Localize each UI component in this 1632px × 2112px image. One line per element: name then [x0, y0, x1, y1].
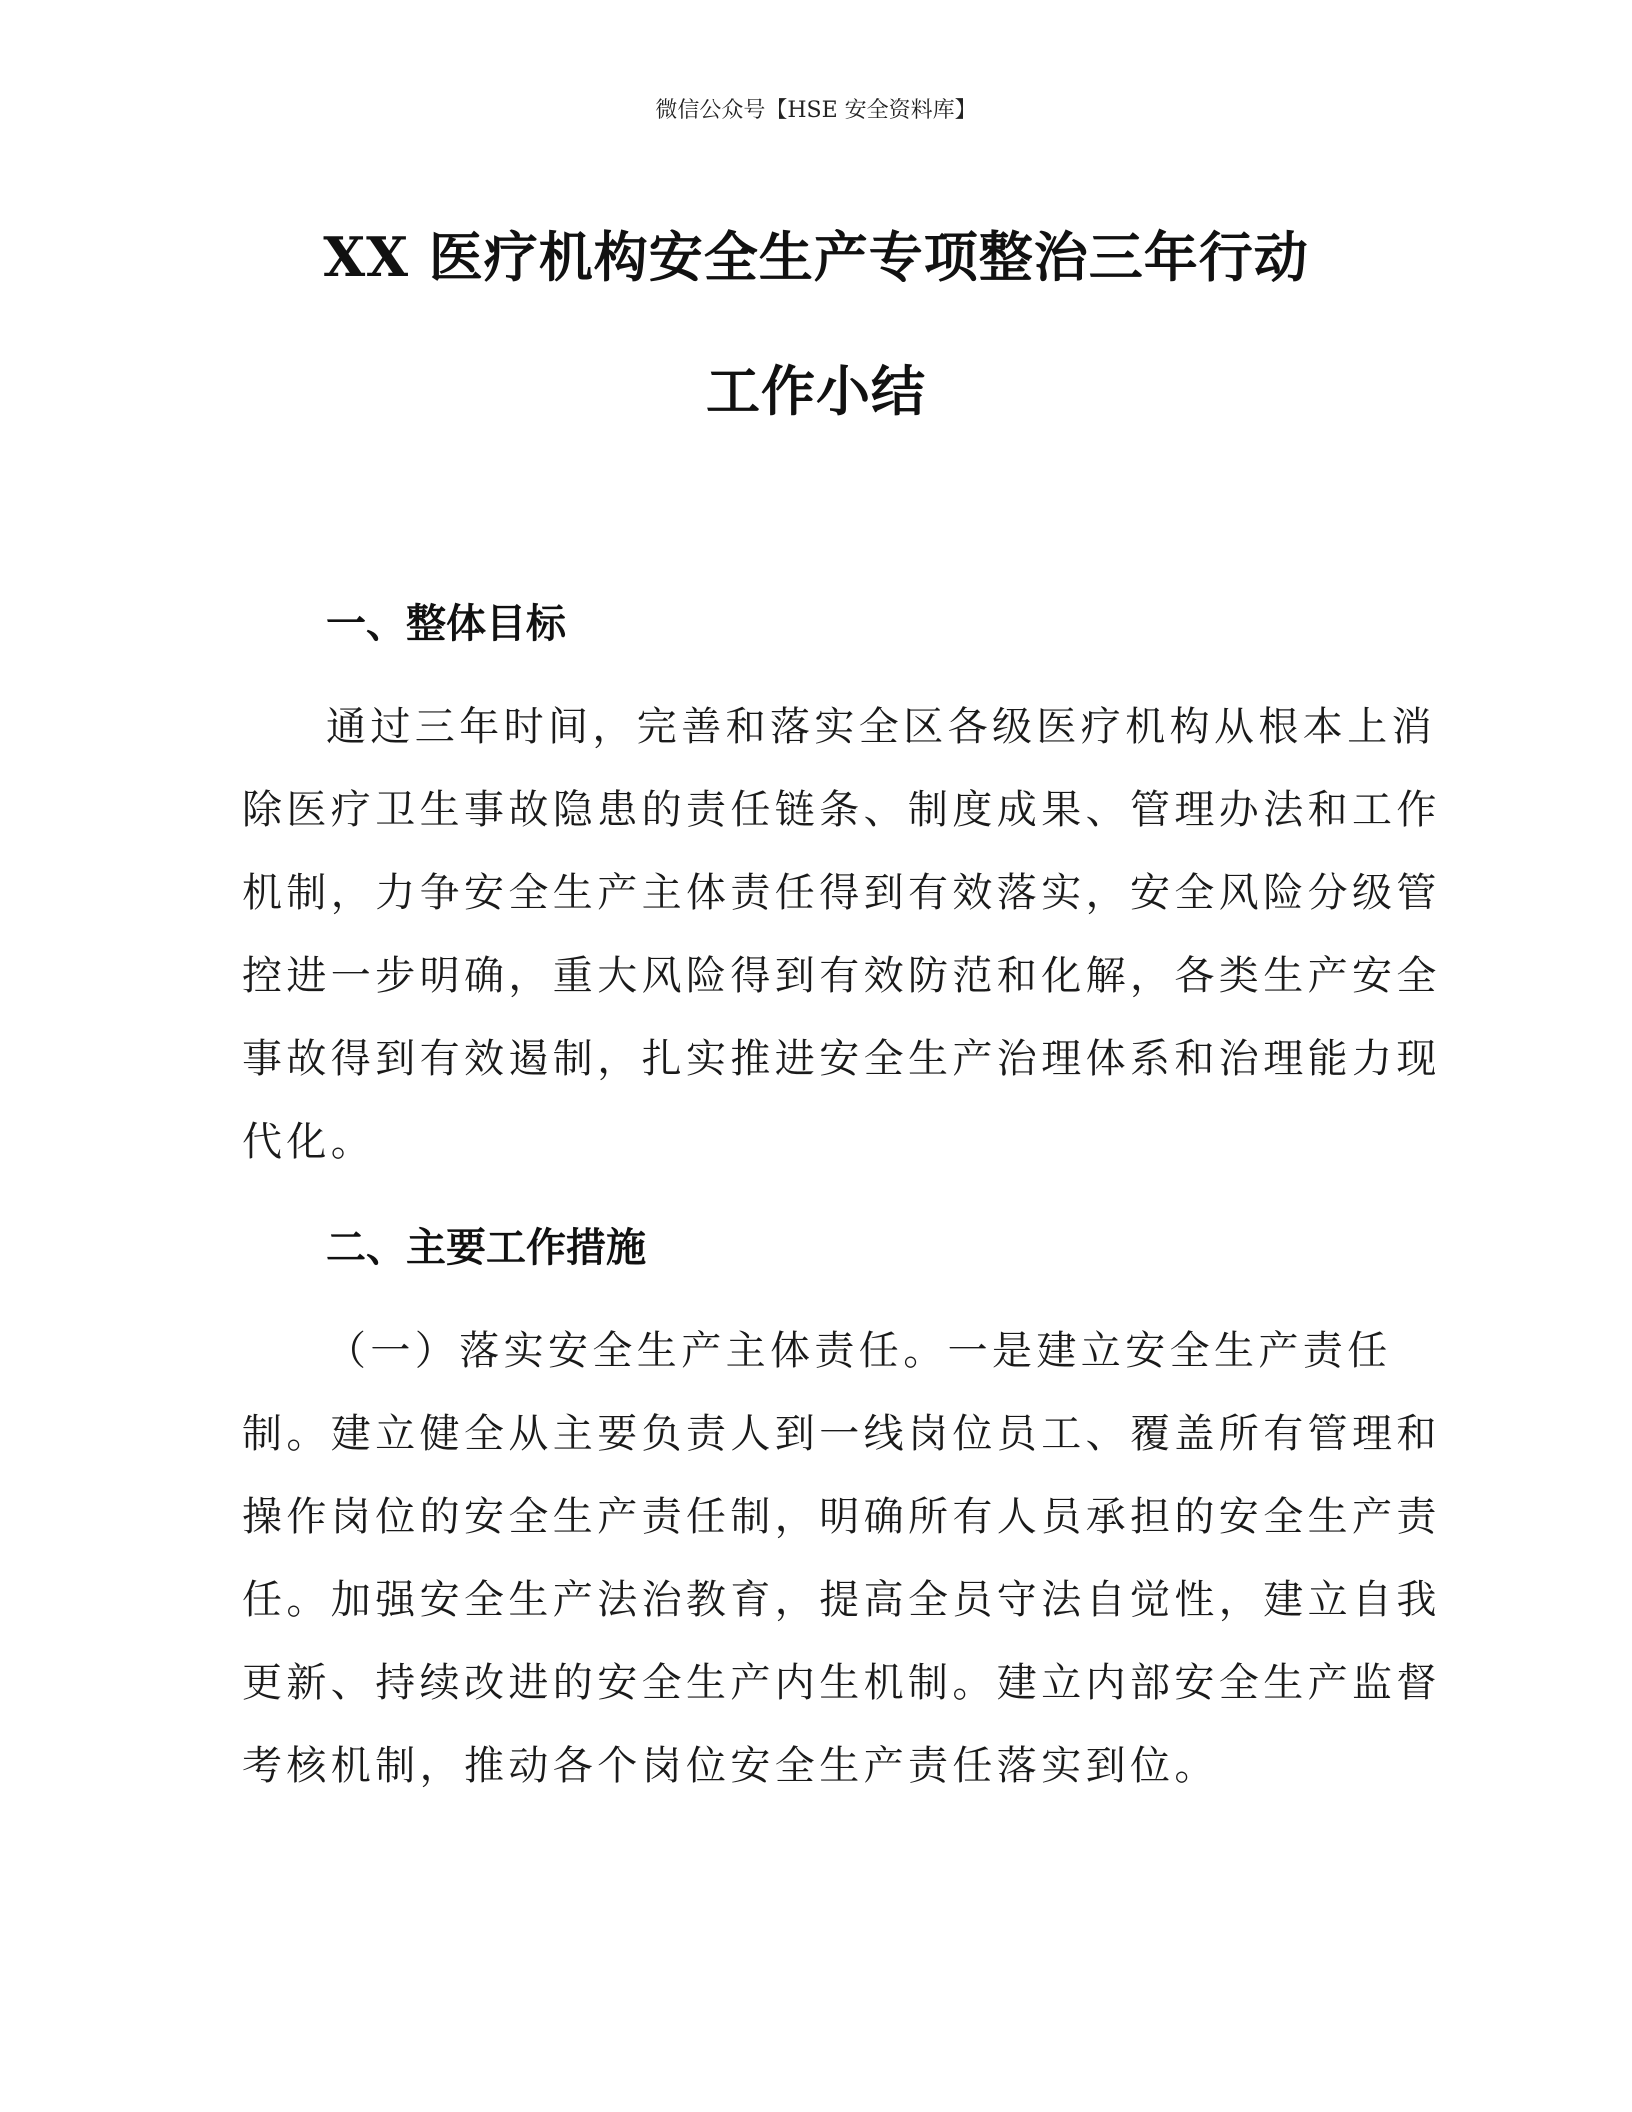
paragraph-line: 除医疗卫生事故隐患的责任链条、制度成果、管理办法和工作 [242, 787, 1441, 833]
paragraph-line: 通过三年时间，完善和落实全区各级医疗机构从根本上消 [326, 704, 1436, 750]
section-2-paragraph [242, 1310, 1441, 1808]
document-title-line-2: 工作小结 [706, 359, 926, 423]
paragraph-line: 更新、持续改进的安全生产内生机制。建立内部安全生产监督 [242, 1660, 1441, 1706]
document-title-line-1: XX 医疗机构安全生产专项整治三年行动 [323, 225, 1309, 289]
paragraph-line: 事故得到有效遏制，扎实推进安全生产治理体系和治理能力现 [242, 1036, 1441, 1082]
paragraph-line: 控进一步明确，重大风险得到有效防范和化解，各类生产安全 [242, 953, 1441, 999]
paragraph-line: 代化。 [242, 1119, 376, 1165]
section-2-heading: 二、主要工作措施 [326, 1224, 646, 1271]
page-header: 微信公众号【HSE 安全资料库】 [655, 98, 977, 123]
paragraph-line: 机制，力争安全生产主体责任得到有效落实，安全风险分级管 [242, 870, 1441, 916]
paragraph-line: 制。建立健全从主要负责人到一线岗位员工、覆盖所有管理和 [242, 1411, 1441, 1457]
section-1-paragraph [242, 686, 1441, 1184]
paragraph-line: （一）落实安全生产主体责任。一是建立安全生产责任 [326, 1328, 1392, 1374]
section-1-heading: 一、整体目标 [326, 600, 566, 647]
paragraph-line: 考核机制，推动各个岗位安全生产责任落实到位。 [242, 1743, 1219, 1789]
paragraph-line: 任。加强安全生产法治教育，提高全员守法自觉性，建立自我 [242, 1577, 1441, 1623]
paragraph-line: 操作岗位的安全生产责任制，明确所有人员承担的安全生产责 [242, 1494, 1441, 1540]
